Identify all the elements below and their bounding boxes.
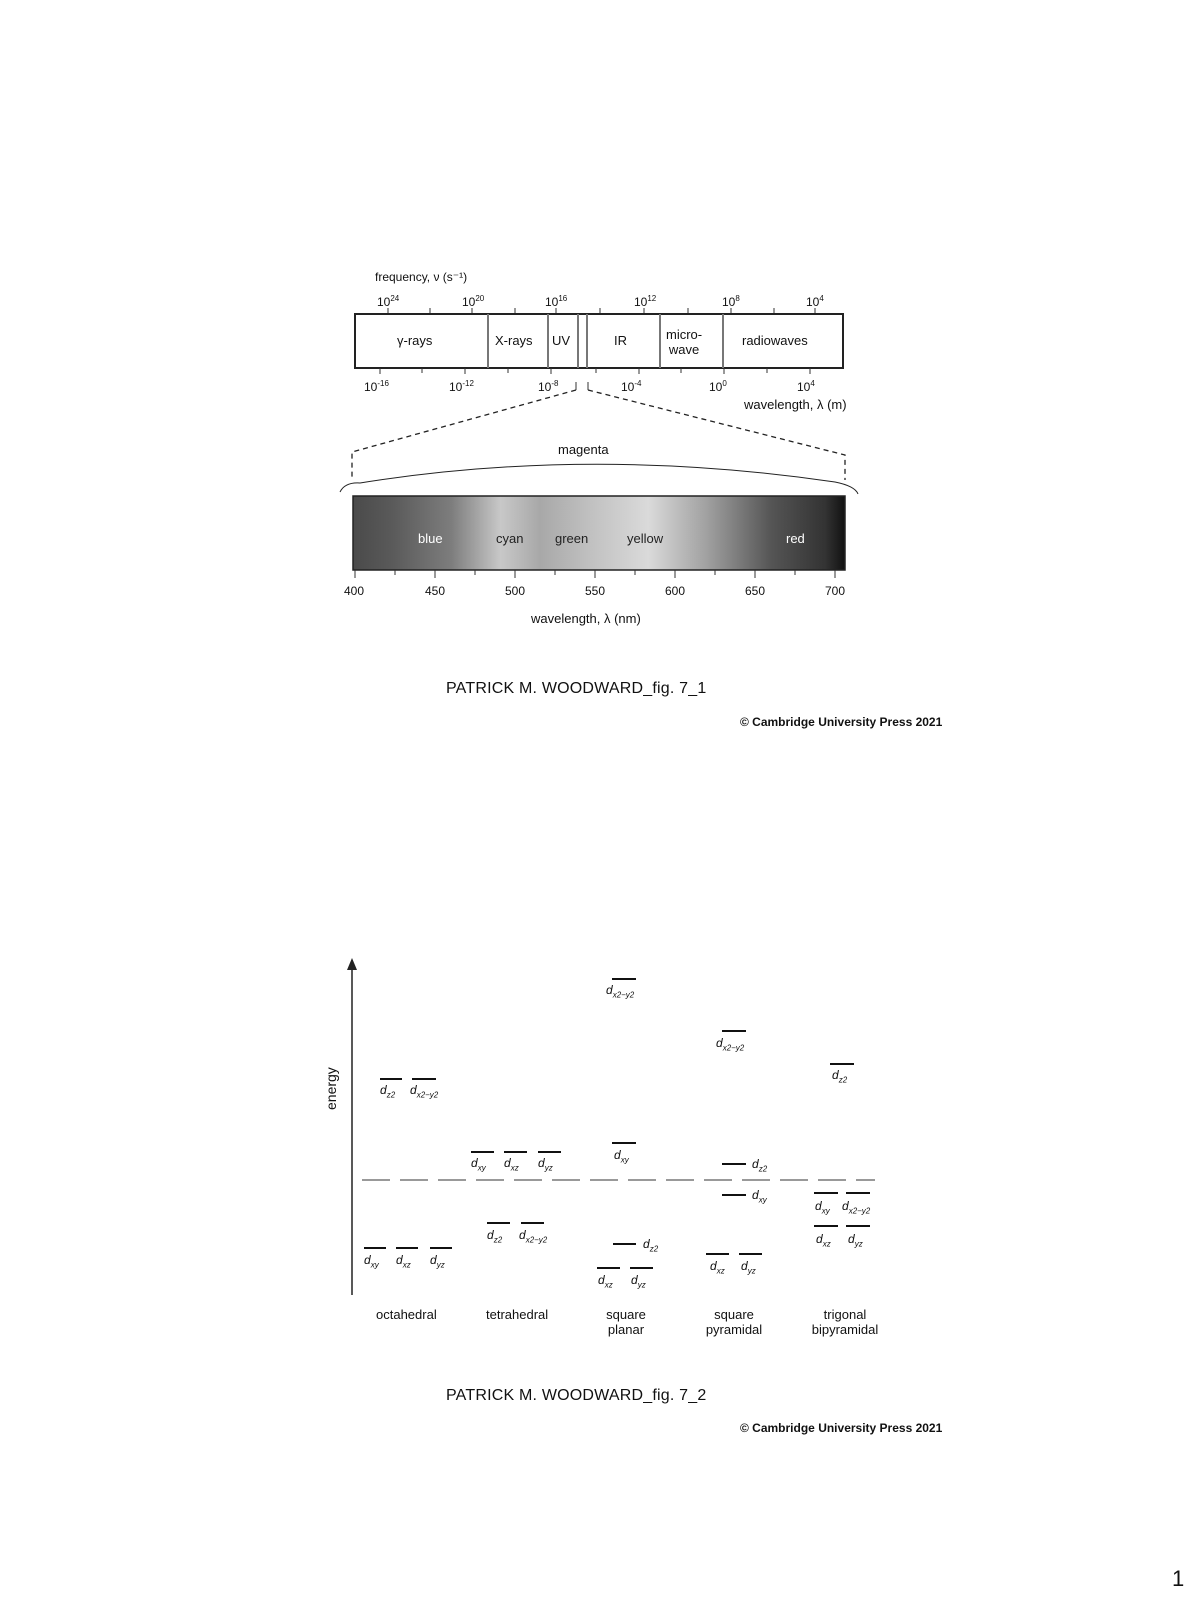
- wl-tick: $10^{-4}$: [621, 379, 642, 394]
- band-gamma-rays: γ-rays: [397, 333, 433, 348]
- freq-tick: $10^8$: [722, 294, 740, 309]
- band-x-rays: X-rays: [495, 333, 533, 348]
- figure-caption: PATRICK M. WOODWARD_fig. 7_1: [446, 680, 707, 697]
- orbital-label: $d_{yz}$: [538, 1156, 553, 1173]
- freq-tick: $10^{16}$: [545, 294, 568, 309]
- nm-tick: 550: [585, 584, 606, 598]
- page-number: 1: [1172, 1566, 1185, 1591]
- freq-tick: $10^{12}$: [634, 294, 657, 309]
- orbital-label: $d_{z2}$: [643, 1237, 659, 1254]
- freq-tick: $10^4$: [806, 294, 824, 309]
- orbital-label: $d_{z2}$: [752, 1157, 768, 1174]
- copyright: © Cambridge University Press 2021: [740, 715, 943, 729]
- orbital-label: $d_{xz}$: [504, 1156, 519, 1173]
- band-uv: UV: [552, 333, 571, 348]
- band-ir: IR: [614, 333, 627, 348]
- orbital-label: $d_{xy}$: [752, 1188, 767, 1205]
- frequency-axis-label: frequency, ν (s⁻¹): [375, 270, 468, 284]
- orbital-label: $d_{xy}$: [471, 1156, 486, 1173]
- nm-tick: 400: [344, 584, 365, 598]
- orbital-label: $d_{x2-y2}$: [606, 983, 635, 1000]
- orbital-label: $d_{xy}$: [815, 1199, 830, 1216]
- orbital-label: $d_{z2}$: [380, 1083, 396, 1100]
- copyright: © Cambridge University Press 2021: [740, 1421, 943, 1435]
- color-cyan: cyan: [496, 531, 524, 546]
- orbital-label: $d_{yz}$: [848, 1232, 863, 1249]
- orbital-label: $d_{yz}$: [631, 1273, 646, 1290]
- band-radiowaves: radiowaves: [742, 333, 808, 348]
- color-blue: blue: [418, 531, 443, 546]
- crystal-field-diagram: [0, 950, 1200, 1350]
- nm-tick: 450: [425, 584, 446, 598]
- spectrum-diagram: [0, 0, 1200, 640]
- wl-tick: $10^{-8}$: [538, 379, 559, 394]
- wl-tick: $10^4$: [797, 379, 815, 394]
- nm-tick: 650: [745, 584, 766, 598]
- orbital-label: $d_{xz}$: [598, 1273, 613, 1290]
- freq-tick: $10^{24}$: [377, 294, 400, 309]
- color-green: green: [555, 531, 589, 546]
- orbital-label: $d_{z2}$: [487, 1228, 503, 1245]
- nm-tick: 700: [825, 584, 846, 598]
- wavelength-nm-label: wavelength, λ (nm): [531, 611, 641, 626]
- geometry-square-planar: square planar: [606, 1307, 646, 1337]
- orbital-label: $d_{x2-y2}$: [519, 1228, 548, 1245]
- orbital-label: $d_{xy}$: [614, 1148, 629, 1165]
- color-yellow: yellow: [627, 531, 664, 546]
- orbital-label: $d_{z2}$: [832, 1068, 848, 1085]
- geometry-square-pyramidal: square pyramidal: [705, 1307, 763, 1337]
- geometry-trigonal-bipyramidal: trigonal bipyramidal: [811, 1307, 879, 1337]
- orbital-label: $d_{x2-y2}$: [842, 1199, 871, 1216]
- axis-arrow-icon: [347, 958, 357, 970]
- orbital-label: $d_{yz}$: [430, 1253, 445, 1270]
- orbital-label: $d_{x2-y2}$: [410, 1083, 439, 1100]
- orbital-label: $d_{xz}$: [710, 1259, 725, 1276]
- freq-tick: $10^{20}$: [462, 294, 485, 309]
- orbital-label: $d_{x2-y2}$: [716, 1036, 745, 1053]
- wl-tick: $10^{-12}$: [449, 379, 474, 394]
- geometry-tetrahedral: tetrahedral: [486, 1307, 549, 1322]
- orbital-label: $d_{xz}$: [816, 1232, 831, 1249]
- geometry-octahedral: octahedral: [376, 1307, 437, 1322]
- energy-axis-label: energy: [323, 1067, 339, 1110]
- orbital-label: $d_{xz}$: [396, 1253, 411, 1270]
- orbital-label: $d_{xy}$: [364, 1253, 379, 1270]
- orbital-label: $d_{yz}$: [741, 1259, 756, 1276]
- nm-tick: 600: [665, 584, 686, 598]
- wl-tick: $10^{-16}$: [364, 379, 389, 394]
- figure-caption: PATRICK M. WOODWARD_fig. 7_2: [446, 1387, 707, 1404]
- color-red: red: [786, 531, 805, 546]
- nm-tick: 500: [505, 584, 526, 598]
- band-microwave: micro- wave: [666, 327, 703, 357]
- magenta-label: magenta: [558, 442, 609, 457]
- wavelength-m-label: wavelength, λ (m): [744, 397, 847, 412]
- wl-tick: $10^0$: [709, 379, 727, 394]
